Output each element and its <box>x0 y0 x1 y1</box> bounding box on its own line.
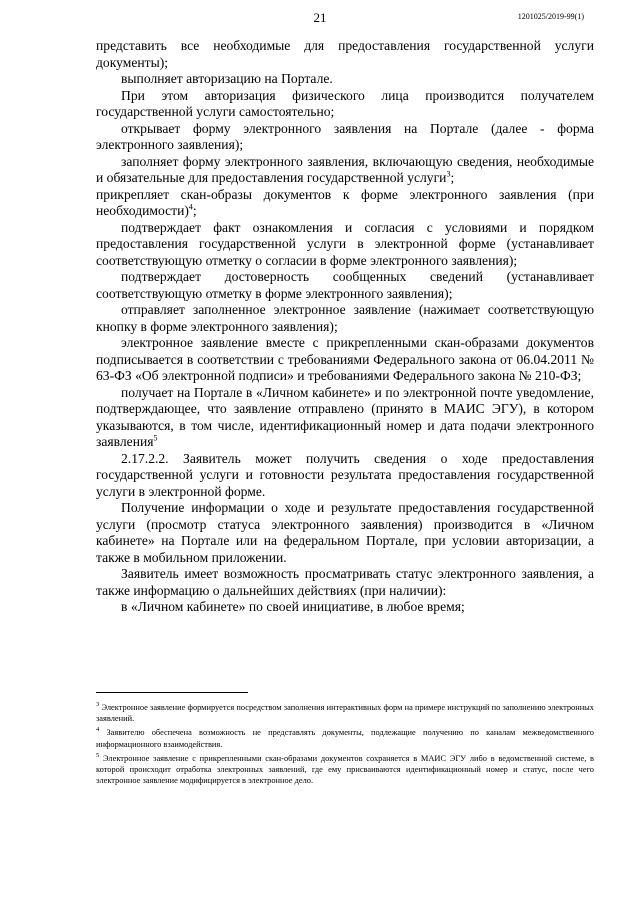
paragraph: выполняет авторизацию на Портале. <box>121 71 333 86</box>
footnote-ref: 3 <box>446 169 451 179</box>
footnote-number: 3 <box>96 701 100 709</box>
paragraph: представить все необходимые для предоставления государственной услуги документы); <box>96 38 594 70</box>
footnote-ref: 4 <box>188 202 193 212</box>
footnotes <box>96 702 594 789</box>
paragraph: открывает форму электронного заявления на Портале (далее - форма электронного заявления); <box>96 120 594 152</box>
footnote-number: 5 <box>96 752 100 760</box>
footnote-separator <box>96 692 248 693</box>
paragraph: заполняет форму электронного заявления, включающую сведения, необходимые и обязательные для предоставления государственной услуги$^3$; <box>96 153 594 185</box>
paragraph: получает на Портале в «Личном кабинете» и по электронной почте уведомление, подтверждающее, что заявление отправлено (принято в МАИС ЭГУ), в котором указываются, в том числе, идентификационный номер и дата подачи электронного заявления$^5$ <box>96 384 594 449</box>
footnote: $^3$ Электронное заявление формируется посредством заполнения интерактивных форм на примере инструкций по заполнению электронных заявлений. <box>96 701 594 724</box>
paragraph: Заявитель имеет возможность просматривать статус электронного заявления, а также информацию о дальнейших действиях (при наличии): <box>96 566 594 598</box>
footnote-number: 4 <box>96 726 100 734</box>
paragraph: Получение информации о ходе и результате предоставления государственной услуги (просмотр статуса электронного заявления) производится в «Личном кабинете» на Портале или на федеральном Портале, при условии авторизации, а также в мобильном приложении. <box>96 500 594 565</box>
footnote: $^4$ Заявителю обеспечена возможность не представлять документы, подлежащие получению по каналам межведомственного информационного взаимодействия. <box>96 726 594 749</box>
paragraph: подтверждает факт ознакомления и согласия с условиями и порядком предоставления государственной услуги в электронной форме (устанавливает соответствующую отметку о согласии в форме электронного заявления); <box>96 219 594 268</box>
paragraph: отправляет заполненное электронное заявление (нажимает соответствующую кнопку в форме электронного заявления); <box>96 302 594 334</box>
paragraph: в «Личном кабинете» по своей инициативе, в любое время; <box>121 599 465 614</box>
footnote: $^5$ Электронное заявление с прикрепленными скан-образами документов сохраняется в МАИС ЭГУ либо в ведомственной системе, в которой происходит отработка электронных заявлений, где ему присваиваются идентификационный номер и статус, после чего электронное заявление модифицируется в электронное дело. <box>96 752 595 786</box>
body-text <box>96 38 594 616</box>
paragraph: подтверждает достоверность сообщенных сведений (устанавливает соответствующую отметку в форме электронного заявления); <box>96 269 594 301</box>
footnote-ref: 5 <box>153 433 158 443</box>
document-code: 1201025/2019-99(1) <box>517 12 584 21</box>
paragraph: При этом авторизация физического лица производится получателем государственной услуги самостоятельно; <box>96 87 594 119</box>
page-number: 21 <box>313 10 327 25</box>
paragraph: прикрепляет скан-образы документов к форме электронного заявления (при необходимости)$^4$; <box>96 186 594 218</box>
paragraph: электронное заявление вместе с прикрепленными скан-образами документов подписывается в соответствии с требованиями Федерального закона от 06.04.2011 № 63-ФЗ «Об электронной подписи» и требованиями Федерального закона № 210-ФЗ; <box>96 335 594 383</box>
paragraph: 2.17.2.2. Заявитель может получить сведения о ходе предоставления государственной услуги и готовности результата предоставления государственной услуги в электронной форме. <box>96 450 594 499</box>
